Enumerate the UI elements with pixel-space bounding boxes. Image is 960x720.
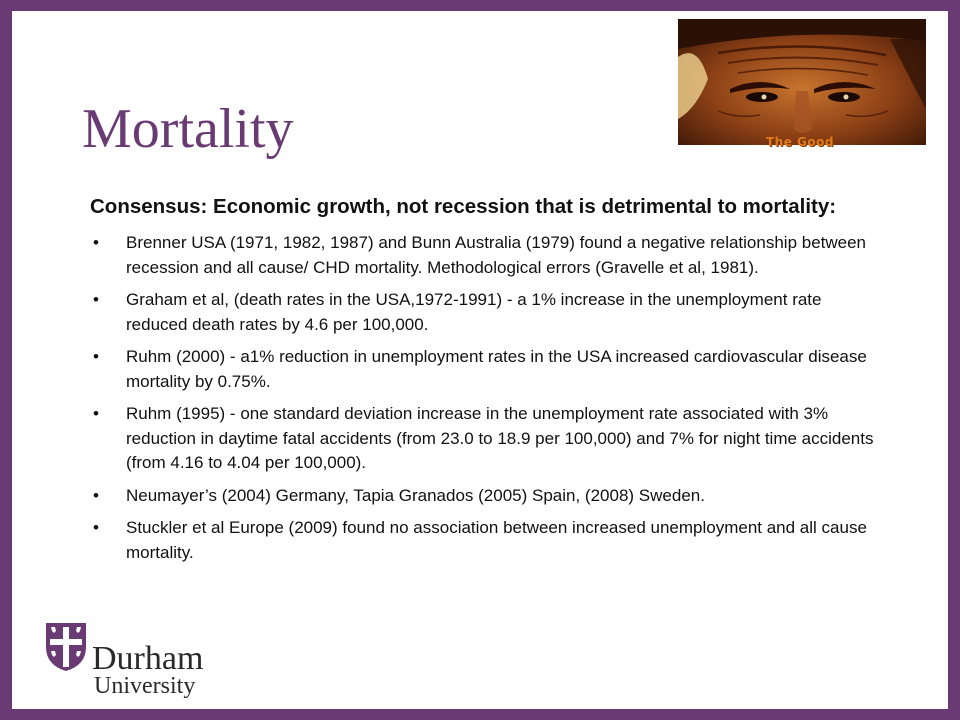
bullet-item: • Neumayer’s (2004) Germany, Tapia Granados (2005) Spain, (2008) Sweden.	[90, 484, 880, 509]
bullet-item: • Ruhm (2000) - a1% reduction in unemployment rates in the USA increased cardiovascular disease mortality by 0.75%.	[90, 345, 880, 394]
logo-name: Durham	[92, 640, 204, 677]
bullet-item: • Stuckler et al Europe (2009) found no association between increased unemployment and all cause mortality.	[90, 516, 880, 565]
content-heading: Consensus: Economic growth, not recession that is detrimental to mortality:	[90, 195, 837, 218]
durham-university-logo	[42, 619, 252, 701]
bullet-list	[90, 231, 880, 565]
logo-subtitle: University	[94, 673, 196, 699]
bullet-item: • Graham et al, (death rates in the USA,1972-1991) - a 1% increase in the unemployment rate reduced death rates by 4.6 per 100,000.	[90, 288, 880, 337]
university-crest-icon	[44, 621, 88, 673]
image-caption: The Good	[766, 135, 834, 149]
portrait-photo-icon	[678, 19, 926, 145]
slide-title: Mortality	[82, 98, 294, 160]
bullet-item: • Ruhm (1995) - one standard deviation increase in the unemployment rate associated with 3% reduction in daytime fatal accidents (from 23.0 to 18.9 per 100,000) and 7% for night time accidents (from 4.16 to 4.04 per 100,000).	[90, 402, 880, 476]
slide	[12, 11, 948, 709]
slide-content	[90, 193, 880, 573]
bullet-item: • Brenner USA (1971, 1982, 1987) and Bunn Australia (1979) found a negative relationship between recession and all cause/ CHD mortality. Methodological errors (Gravelle et al, 1981).	[90, 231, 880, 280]
